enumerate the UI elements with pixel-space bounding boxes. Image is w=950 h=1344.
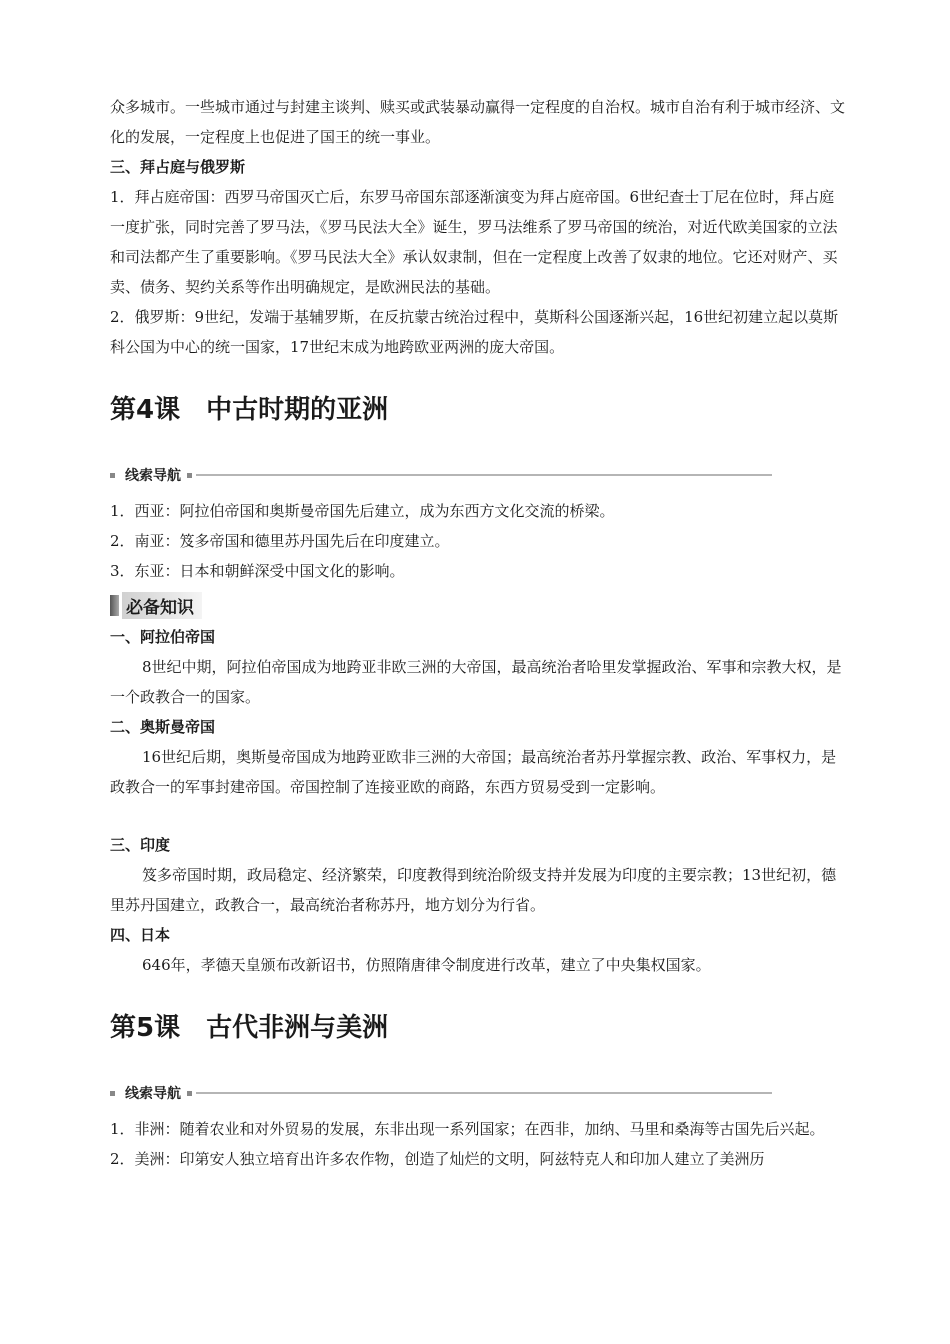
lesson5-nav-item: 2．美洲：印第安人独立培育出许多农作物，创造了灿烂的文明，阿兹特克人和印加人建立了美洲历: [110, 1150, 765, 1168]
paragraph-cities: 众多城市。一些城市通过与封建主谈判、赎买或武装暴动赢得一定程度的自治权。城市自治有利于城市经济、文化的发展，一定程度上也促进了国王的统一事业。: [110, 98, 846, 146]
section-heading-byzantium-russia: 三、拜占庭与俄罗斯: [110, 158, 246, 176]
square-bullet-icon: [187, 1091, 192, 1096]
lesson4-number: 第4课: [110, 395, 181, 425]
item-russia: 2．俄罗斯：9世纪，发端于基辅罗斯，在反抗蒙古统治过程中，莫斯科公国逐渐兴起，16世纪初建立起以莫斯科公国为中心的统一国家，17世纪末成为地跨欧亚两洲的庞大帝国。: [110, 308, 839, 356]
lesson5-title: [110, 1008, 845, 1048]
divider-line: [196, 1092, 772, 1094]
lesson4-nav-item: 3．东亚：日本和朝鲜深受中国文化的影响。: [110, 562, 405, 580]
bookmark-bar-icon: [110, 595, 119, 616]
lesson4-clue-nav-header: [110, 464, 845, 486]
document-page: [110, 92, 845, 1174]
lesson5-name: 古代非洲与美洲: [206, 1013, 389, 1043]
lesson4-title: [110, 390, 845, 430]
section-body-arab-empire: 8世纪中期，阿拉伯帝国成为地跨亚非欧三洲的大帝国，最高统治者哈里发掌握政治、军事和宗教大权，是一个政教合一的国家。: [110, 658, 842, 706]
divider-line: [196, 474, 772, 476]
lesson5-nav-item: 1．非洲：随着农业和对外贸易的发展，东非出现一系列国家；在西非，加纳、马里和桑海等古国先后兴起。: [110, 1120, 825, 1138]
square-bullet-icon: [110, 1091, 115, 1096]
square-bullet-icon: [187, 473, 192, 478]
section-heading-japan: 四、日本: [110, 926, 171, 944]
section-heading-arab-empire: 一、阿拉伯帝国: [110, 628, 216, 646]
section-body-india: 笈多帝国时期，政局稳定、经济繁荣，印度教得到统治阶级支持并发展为印度的主要宗教；13世纪初，德里苏丹国建立，政教合一，最高统治者称苏丹，地方划分为行省。: [110, 866, 837, 914]
section-heading-ottoman-empire: 二、奥斯曼帝国: [110, 718, 216, 736]
section-body-ottoman-empire: 16世纪后期，奥斯曼帝国成为地跨亚欧非三洲的大帝国；最高统治者苏丹掌握宗教、政治、军事权力，是政教合一的军事封建帝国。帝国控制了连接亚欧的商路，东西方贸易受到一定影响。: [110, 748, 837, 796]
essential-knowledge-label: 必备知识: [122, 592, 202, 619]
clue-nav-label: 线索导航: [125, 468, 181, 484]
lesson4-nav-item: 1．西亚：阿拉伯帝国和奥斯曼帝国先后建立，成为东西方文化交流的桥梁。: [110, 502, 615, 520]
lesson5-number: 第5课: [110, 1013, 181, 1043]
square-bullet-icon: [110, 473, 115, 478]
lesson4-nav-item: 2．南亚：笈多帝国和德里苏丹国先后在印度建立。: [110, 532, 450, 550]
essential-knowledge-header: [110, 592, 845, 618]
lesson4-name: 中古时期的亚洲: [206, 395, 389, 425]
lesson5-clue-nav-header: [110, 1082, 845, 1104]
section-body-japan: 646年，孝德天皇颁布改新诏书，仿照隋唐律令制度进行改革，建立了中央集权国家。: [142, 956, 711, 974]
clue-nav-label: 线索导航: [125, 1086, 181, 1102]
item-byzantium: 1．拜占庭帝国：西罗马帝国灭亡后，东罗马帝国东部逐渐演变为拜占庭帝国。6世纪查士丁尼在位时，拜占庭一度扩张，同时完善了罗马法，《罗马民法大全》诞生，罗马法维系了罗马帝国的统治，对近代欧美国家的立法和司法都产生了重要影响。《罗马民法大全》承认奴隶制，但在一定程度上改善了奴隶的地位。它还对财产、买卖、债务、契约关系等作出明确规定，是欧洲民法的基础。: [110, 188, 838, 296]
section-heading-india: 三、印度: [110, 836, 171, 854]
